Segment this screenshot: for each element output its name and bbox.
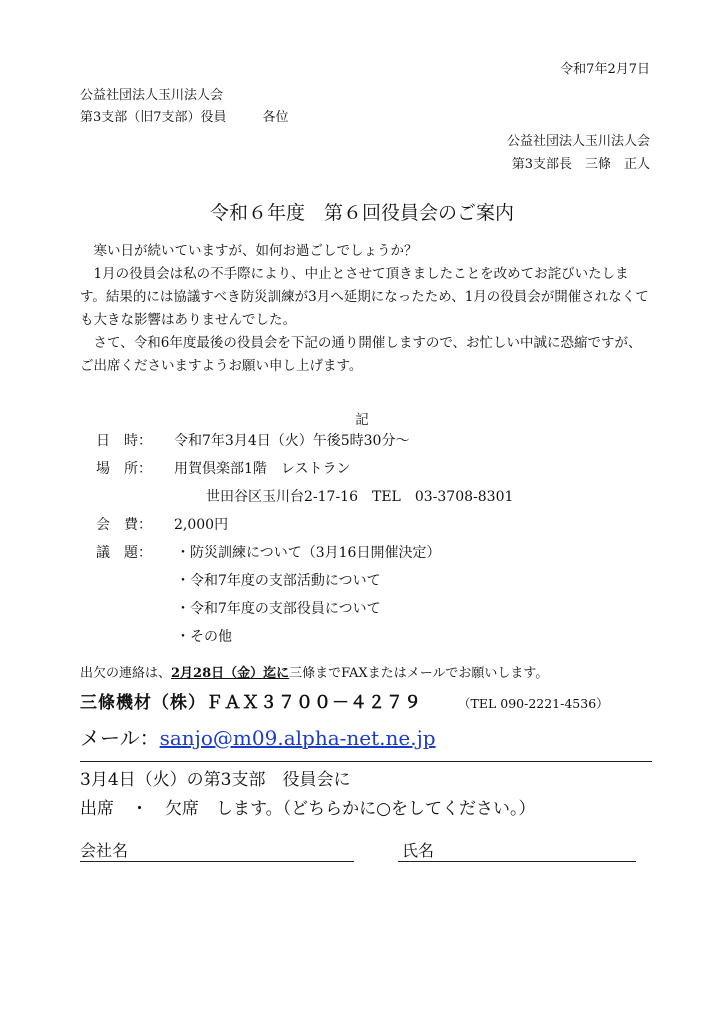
body-paragraph-invitation: さて、令和6年度最後の役員会を下記の通り開催しますので、お忙しい中誠に恐縮ですが、ご出席くださいますようお願い申し上げます。: [80, 335, 642, 374]
datetime-label: 日 時：: [96, 433, 152, 449]
reply-attendance-line: 出席 ・ 欠席 します。（どちらかに○をしてください。）: [80, 799, 536, 819]
company-name-field[interactable]: [80, 861, 354, 862]
fee-value: 2,000円: [174, 517, 229, 533]
letter-body: [80, 240, 650, 378]
fee-label: 会 費：: [96, 517, 152, 533]
fax-number: 三條機材（株）ＦＡＸ３７００－４２７９: [80, 693, 422, 713]
sender-name: 第3支部長 三條 正人: [511, 157, 650, 172]
email-line: [80, 722, 436, 751]
email-link[interactable]: sanjo@m09.alpha-net.ne.jp: [159, 726, 436, 750]
place-value: 用賀倶楽部1階 レストラン: [174, 461, 351, 477]
recipient-group-text: 第3支部（旧7支部）役員: [80, 110, 227, 125]
body-paragraph-greeting: 寒い日が続いていますが、如何お過ごしでしょうか？: [93, 243, 418, 259]
separator-line: [80, 761, 652, 762]
company-name-label: 会社名: [80, 841, 129, 860]
body-paragraph-apology: 1月の役員会は私の不手際により、中止とさせて頂きましたことを改めてお詫びいたします。結果的には協議すべき防災訓練が3月へ延期になったため、1月の役員会が開催されなくても大きな影響はありませんでした。: [80, 266, 649, 328]
person-name-field[interactable]: [398, 861, 636, 862]
agenda-item: ・防災訓練について（3月16日開催決定）: [176, 545, 441, 561]
contact-deadline: 2月28日（金）迄に: [171, 666, 290, 681]
ki-heading: 記: [355, 412, 369, 428]
sender-organization: 公益社団法人玉川法人会: [506, 134, 650, 149]
email-label: メール：: [80, 726, 160, 750]
place-label: 場 所：: [96, 461, 152, 477]
detail-place: [96, 458, 351, 478]
recipient-suffix: 各位: [262, 110, 289, 125]
agenda-label: 議 題：: [96, 545, 152, 561]
contact-instruction: [80, 662, 548, 681]
detail-datetime: [96, 430, 409, 450]
contact-prefix: 出欠の連絡は、: [80, 666, 172, 681]
document-title: 令和６年度 第６回役員会のご案内: [209, 202, 514, 224]
tel-number: （TEL 090-2221-4536）: [458, 696, 609, 711]
reply-meeting-line: 3月4日（火）の第3支部 役員会に: [80, 770, 351, 790]
detail-fee: [96, 514, 228, 534]
document-date: 令和7年2月7日: [560, 62, 650, 77]
person-name-label: 氏名: [402, 841, 435, 860]
recipient-group: [80, 106, 289, 125]
detail-agenda: [96, 542, 174, 562]
agenda-item: ・令和7年度の支部活動について: [176, 573, 381, 589]
contact-suffix: 三條までFAXまたはメールでお願いします。: [289, 666, 549, 681]
agenda-item: ・その他: [176, 629, 232, 645]
recipient-organization: 公益社団法人玉川法人会: [80, 88, 224, 103]
place-address: 世田谷区玉川台2-17-16 TEL 03-3708-8301: [206, 489, 514, 505]
datetime-value: 令和7年3月4日（火）午後5時30分～: [174, 433, 410, 449]
agenda-item: ・令和7年度の支部役員について: [176, 601, 381, 617]
